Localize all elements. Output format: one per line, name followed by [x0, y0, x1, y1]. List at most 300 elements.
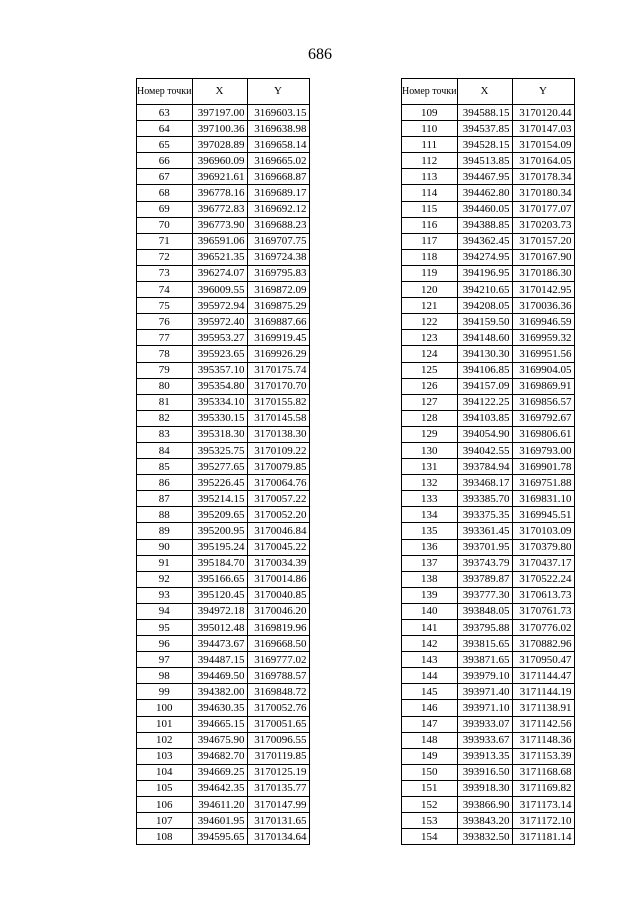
- x-coordinate-cell: 395277.65: [192, 459, 247, 475]
- point-number-cell: 78: [137, 346, 193, 362]
- table-body-left: [137, 105, 310, 845]
- table-row: [402, 249, 575, 265]
- x-coordinate-cell: 393971.40: [457, 684, 512, 700]
- point-number-cell: 151: [402, 780, 458, 796]
- point-number-cell: 153: [402, 813, 458, 829]
- point-number-cell: 125: [402, 362, 458, 378]
- point-number-cell: 73: [137, 265, 193, 281]
- y-coordinate-cell: 3170034.39: [247, 555, 309, 571]
- x-coordinate-cell: 394611.20: [192, 797, 247, 813]
- table-row: [137, 233, 310, 249]
- y-coordinate-cell: 3170057.22: [247, 491, 309, 507]
- point-number-cell: 128: [402, 410, 458, 426]
- y-coordinate-cell: 3169875.29: [247, 298, 309, 314]
- point-number-cell: 74: [137, 282, 193, 298]
- x-coordinate-cell: 394274.95: [457, 249, 512, 265]
- point-number-cell: 85: [137, 459, 193, 475]
- y-coordinate-cell: 3170167.90: [512, 249, 574, 265]
- x-coordinate-cell: 394103.85: [457, 410, 512, 426]
- table-row: [402, 475, 575, 491]
- x-coordinate-cell: 393701.95: [457, 539, 512, 555]
- y-coordinate-cell: 3169959.32: [512, 330, 574, 346]
- y-coordinate-cell: 3171181.14: [512, 829, 574, 845]
- x-coordinate-cell: 396772.83: [192, 201, 247, 217]
- x-coordinate-cell: 394972.18: [192, 603, 247, 619]
- x-coordinate-cell: 393971.10: [457, 700, 512, 716]
- table-row: [402, 169, 575, 185]
- y-coordinate-cell: 3170147.99: [247, 797, 309, 813]
- table-row: [137, 813, 310, 829]
- y-coordinate-cell: 3171172.10: [512, 813, 574, 829]
- x-coordinate-cell: 393375.35: [457, 507, 512, 523]
- point-number-cell: 67: [137, 169, 193, 185]
- table-row: [137, 700, 310, 716]
- point-number-cell: 94: [137, 603, 193, 619]
- y-coordinate-cell: 3171142.56: [512, 716, 574, 732]
- y-coordinate-cell: 3169946.59: [512, 314, 574, 330]
- y-coordinate-cell: 3170109.22: [247, 442, 309, 458]
- point-number-cell: 72: [137, 249, 193, 265]
- table-row: [402, 394, 575, 410]
- x-coordinate-cell: 393468.17: [457, 475, 512, 491]
- y-coordinate-cell: 3170437.17: [512, 555, 574, 571]
- x-coordinate-cell: 394682.70: [192, 748, 247, 764]
- table-row: [137, 121, 310, 137]
- x-coordinate-cell: 396778.16: [192, 185, 247, 201]
- y-coordinate-cell: 3170203.73: [512, 217, 574, 233]
- y-coordinate-cell: 3169806.61: [512, 426, 574, 442]
- y-coordinate-cell: 3169819.96: [247, 620, 309, 636]
- y-coordinate-cell: 3171144.47: [512, 668, 574, 684]
- table-row: [402, 121, 575, 137]
- y-coordinate-cell: 3169795.83: [247, 265, 309, 281]
- table-row: [137, 491, 310, 507]
- x-coordinate-cell: 397028.89: [192, 137, 247, 153]
- table-row: [137, 137, 310, 153]
- table-row: [402, 282, 575, 298]
- point-number-cell: 96: [137, 636, 193, 652]
- y-coordinate-cell: 3170096.55: [247, 732, 309, 748]
- table-row: [402, 636, 575, 652]
- x-coordinate-cell: 394362.45: [457, 233, 512, 249]
- point-number-cell: 93: [137, 587, 193, 603]
- point-number-cell: 99: [137, 684, 193, 700]
- x-coordinate-cell: 395354.80: [192, 378, 247, 394]
- table-row: [137, 555, 310, 571]
- table-row: [137, 105, 310, 121]
- point-number-cell: 152: [402, 797, 458, 813]
- point-number-cell: 142: [402, 636, 458, 652]
- point-number-cell: 83: [137, 426, 193, 442]
- x-coordinate-cell: 395195.24: [192, 539, 247, 555]
- x-coordinate-cell: 393361.45: [457, 523, 512, 539]
- table-row: [402, 684, 575, 700]
- y-coordinate-cell: 3171144.19: [512, 684, 574, 700]
- point-number-cell: 137: [402, 555, 458, 571]
- y-coordinate-cell: 3170131.65: [247, 813, 309, 829]
- y-coordinate-cell: 3171169.82: [512, 780, 574, 796]
- point-number-cell: 147: [402, 716, 458, 732]
- y-coordinate-cell: 3170045.22: [247, 539, 309, 555]
- point-number-cell: 65: [137, 137, 193, 153]
- point-number-cell: 90: [137, 539, 193, 555]
- x-coordinate-cell: 395357.10: [192, 362, 247, 378]
- table-row: [402, 491, 575, 507]
- point-number-cell: 110: [402, 121, 458, 137]
- y-coordinate-cell: 3169751.88: [512, 475, 574, 491]
- y-coordinate-cell: 3169668.87: [247, 169, 309, 185]
- x-coordinate-cell: 395972.40: [192, 314, 247, 330]
- y-coordinate-cell: 3170157.20: [512, 233, 574, 249]
- table-header-row: [402, 79, 575, 105]
- table-row: [137, 442, 310, 458]
- x-coordinate-cell: 396009.55: [192, 282, 247, 298]
- table-row: [402, 185, 575, 201]
- table-row: [402, 571, 575, 587]
- x-coordinate-cell: 393815.65: [457, 636, 512, 652]
- y-coordinate-cell: 3170175.74: [247, 362, 309, 378]
- point-number-cell: 108: [137, 829, 193, 845]
- table-row: [137, 603, 310, 619]
- point-number-cell: 130: [402, 442, 458, 458]
- point-number-cell: 71: [137, 233, 193, 249]
- y-coordinate-cell: 3170155.82: [247, 394, 309, 410]
- y-coordinate-cell: 3169665.02: [247, 153, 309, 169]
- y-coordinate-cell: 3170138.30: [247, 426, 309, 442]
- point-number-cell: 86: [137, 475, 193, 491]
- point-number-cell: 148: [402, 732, 458, 748]
- x-coordinate-cell: 395209.65: [192, 507, 247, 523]
- table-row: [402, 314, 575, 330]
- point-number-cell: 116: [402, 217, 458, 233]
- table-header-row: [137, 79, 310, 105]
- point-number-cell: 127: [402, 394, 458, 410]
- table-row: [402, 603, 575, 619]
- point-number-cell: 129: [402, 426, 458, 442]
- table-row: [402, 507, 575, 523]
- x-coordinate-cell: 396773.90: [192, 217, 247, 233]
- point-number-cell: 103: [137, 748, 193, 764]
- y-coordinate-cell: 3169831.10: [512, 491, 574, 507]
- table-row: [402, 233, 575, 249]
- y-coordinate-cell: 3170051.65: [247, 716, 309, 732]
- point-number-cell: 107: [137, 813, 193, 829]
- x-coordinate-cell: 394130.30: [457, 346, 512, 362]
- table-row: [137, 684, 310, 700]
- y-coordinate-cell: 3169658.14: [247, 137, 309, 153]
- point-number-cell: 111: [402, 137, 458, 153]
- y-coordinate-cell: 3170079.85: [247, 459, 309, 475]
- table-row: [137, 748, 310, 764]
- y-coordinate-cell: 3169777.02: [247, 652, 309, 668]
- table-row: [402, 829, 575, 845]
- point-number-cell: 144: [402, 668, 458, 684]
- x-coordinate-cell: 393979.10: [457, 668, 512, 684]
- y-coordinate-cell: 3170145.58: [247, 410, 309, 426]
- point-number-cell: 123: [402, 330, 458, 346]
- table-row: [402, 298, 575, 314]
- x-coordinate-cell: 395318.30: [192, 426, 247, 442]
- y-coordinate-cell: 3170134.64: [247, 829, 309, 845]
- table-row: [137, 217, 310, 233]
- table-row: [402, 426, 575, 442]
- x-coordinate-cell: 394157.09: [457, 378, 512, 394]
- x-coordinate-cell: 394042.55: [457, 442, 512, 458]
- header-point-number: Номер точки: [137, 79, 193, 105]
- x-coordinate-cell: 394208.05: [457, 298, 512, 314]
- point-number-cell: 82: [137, 410, 193, 426]
- y-coordinate-cell: 3169926.29: [247, 346, 309, 362]
- point-number-cell: 104: [137, 764, 193, 780]
- point-number-cell: 109: [402, 105, 458, 121]
- y-coordinate-cell: 3170882.96: [512, 636, 574, 652]
- table-row: [137, 587, 310, 603]
- point-number-cell: 145: [402, 684, 458, 700]
- y-coordinate-cell: 3169692.12: [247, 201, 309, 217]
- header-x: X: [457, 79, 512, 105]
- y-coordinate-cell: 3170119.85: [247, 748, 309, 764]
- x-coordinate-cell: 395972.94: [192, 298, 247, 314]
- table-row: [402, 668, 575, 684]
- x-coordinate-cell: 393913.35: [457, 748, 512, 764]
- table-row: [137, 797, 310, 813]
- table-row: [137, 249, 310, 265]
- table-row: [402, 539, 575, 555]
- point-number-cell: 154: [402, 829, 458, 845]
- table-row: [137, 330, 310, 346]
- point-number-cell: 84: [137, 442, 193, 458]
- x-coordinate-cell: 393933.67: [457, 732, 512, 748]
- y-coordinate-cell: 3170170.70: [247, 378, 309, 394]
- table-row: [137, 539, 310, 555]
- table-row: [137, 314, 310, 330]
- x-coordinate-cell: 395923.65: [192, 346, 247, 362]
- y-coordinate-cell: 3170177.07: [512, 201, 574, 217]
- point-number-cell: 132: [402, 475, 458, 491]
- table-row: [402, 153, 575, 169]
- y-coordinate-cell: 3170379.80: [512, 539, 574, 555]
- y-coordinate-cell: 3169603.15: [247, 105, 309, 121]
- y-coordinate-cell: 3171168.68: [512, 764, 574, 780]
- y-coordinate-cell: 3170178.34: [512, 169, 574, 185]
- table-row: [402, 105, 575, 121]
- x-coordinate-cell: 394665.15: [192, 716, 247, 732]
- point-number-cell: 88: [137, 507, 193, 523]
- y-coordinate-cell: 3171138.91: [512, 700, 574, 716]
- x-coordinate-cell: 395226.45: [192, 475, 247, 491]
- y-coordinate-cell: 3169788.57: [247, 668, 309, 684]
- point-number-cell: 91: [137, 555, 193, 571]
- table-row: [137, 298, 310, 314]
- x-coordinate-cell: 394473.67: [192, 636, 247, 652]
- table-row: [137, 620, 310, 636]
- x-coordinate-cell: 394675.90: [192, 732, 247, 748]
- y-coordinate-cell: 3170103.09: [512, 523, 574, 539]
- table-row: [402, 217, 575, 233]
- y-coordinate-cell: 3169848.72: [247, 684, 309, 700]
- point-number-cell: 100: [137, 700, 193, 716]
- x-coordinate-cell: 393385.70: [457, 491, 512, 507]
- table-row: [137, 475, 310, 491]
- x-coordinate-cell: 395334.10: [192, 394, 247, 410]
- x-coordinate-cell: 394054.90: [457, 426, 512, 442]
- y-coordinate-cell: 3170147.03: [512, 121, 574, 137]
- table-row: [402, 523, 575, 539]
- x-coordinate-cell: 394148.60: [457, 330, 512, 346]
- table-row: [137, 764, 310, 780]
- x-coordinate-cell: 397197.00: [192, 105, 247, 121]
- x-coordinate-cell: 396521.35: [192, 249, 247, 265]
- table-row: [137, 346, 310, 362]
- x-coordinate-cell: 393743.79: [457, 555, 512, 571]
- table-row: [137, 636, 310, 652]
- y-coordinate-cell: 3170950.47: [512, 652, 574, 668]
- y-coordinate-cell: 3171153.39: [512, 748, 574, 764]
- table-row: [402, 764, 575, 780]
- table-row: [402, 330, 575, 346]
- x-coordinate-cell: 394528.15: [457, 137, 512, 153]
- x-coordinate-cell: 393832.50: [457, 829, 512, 845]
- table-row: [402, 620, 575, 636]
- x-coordinate-cell: 397100.36: [192, 121, 247, 137]
- point-number-cell: 63: [137, 105, 193, 121]
- point-number-cell: 118: [402, 249, 458, 265]
- x-coordinate-cell: 394630.35: [192, 700, 247, 716]
- x-coordinate-cell: 394513.85: [457, 153, 512, 169]
- y-coordinate-cell: 3170142.95: [512, 282, 574, 298]
- page-number: 686: [308, 46, 332, 63]
- point-number-cell: 89: [137, 523, 193, 539]
- point-number-cell: 139: [402, 587, 458, 603]
- point-number-cell: 97: [137, 652, 193, 668]
- y-coordinate-cell: 3169638.98: [247, 121, 309, 137]
- point-number-cell: 92: [137, 571, 193, 587]
- x-coordinate-cell: 393866.90: [457, 797, 512, 813]
- y-coordinate-cell: 3169792.67: [512, 410, 574, 426]
- table-row: [137, 716, 310, 732]
- point-number-cell: 68: [137, 185, 193, 201]
- x-coordinate-cell: 394467.95: [457, 169, 512, 185]
- x-coordinate-cell: 394537.85: [457, 121, 512, 137]
- table-row: [137, 410, 310, 426]
- x-coordinate-cell: 395200.95: [192, 523, 247, 539]
- y-coordinate-cell: 3170052.20: [247, 507, 309, 523]
- y-coordinate-cell: 3169688.23: [247, 217, 309, 233]
- x-coordinate-cell: 395166.65: [192, 571, 247, 587]
- point-number-cell: 150: [402, 764, 458, 780]
- point-number-cell: 121: [402, 298, 458, 314]
- table-row: [402, 346, 575, 362]
- point-number-cell: 113: [402, 169, 458, 185]
- point-number-cell: 131: [402, 459, 458, 475]
- point-number-cell: 136: [402, 539, 458, 555]
- x-coordinate-cell: 394122.25: [457, 394, 512, 410]
- point-number-cell: 81: [137, 394, 193, 410]
- y-coordinate-cell: 3170180.34: [512, 185, 574, 201]
- point-number-cell: 120: [402, 282, 458, 298]
- table-row: [402, 265, 575, 281]
- x-coordinate-cell: 394595.65: [192, 829, 247, 845]
- x-coordinate-cell: 393843.20: [457, 813, 512, 829]
- table-body-right: [402, 105, 575, 845]
- x-coordinate-cell: 396591.06: [192, 233, 247, 249]
- table-row: [137, 780, 310, 796]
- x-coordinate-cell: 394588.15: [457, 105, 512, 121]
- point-number-cell: 117: [402, 233, 458, 249]
- point-number-cell: 80: [137, 378, 193, 394]
- y-coordinate-cell: 3169901.78: [512, 459, 574, 475]
- x-coordinate-cell: 395330.15: [192, 410, 247, 426]
- table-row: [137, 829, 310, 845]
- point-number-cell: 66: [137, 153, 193, 169]
- point-number-cell: 134: [402, 507, 458, 523]
- x-coordinate-cell: 394106.85: [457, 362, 512, 378]
- table-row: [137, 732, 310, 748]
- table-row: [137, 282, 310, 298]
- point-number-cell: 102: [137, 732, 193, 748]
- y-coordinate-cell: 3170052.76: [247, 700, 309, 716]
- y-coordinate-cell: 3170522.24: [512, 571, 574, 587]
- x-coordinate-cell: 395325.75: [192, 442, 247, 458]
- point-number-cell: 70: [137, 217, 193, 233]
- x-coordinate-cell: 393871.65: [457, 652, 512, 668]
- table-row: [402, 137, 575, 153]
- x-coordinate-cell: 393918.30: [457, 780, 512, 796]
- point-number-cell: 126: [402, 378, 458, 394]
- x-coordinate-cell: 393795.88: [457, 620, 512, 636]
- y-coordinate-cell: 3169793.00: [512, 442, 574, 458]
- x-coordinate-cell: 396274.07: [192, 265, 247, 281]
- point-number-cell: 146: [402, 700, 458, 716]
- x-coordinate-cell: 393784.94: [457, 459, 512, 475]
- x-coordinate-cell: 394669.25: [192, 764, 247, 780]
- table-row: [402, 716, 575, 732]
- table-row: [137, 265, 310, 281]
- point-number-cell: 106: [137, 797, 193, 813]
- y-coordinate-cell: 3170040.85: [247, 587, 309, 603]
- y-coordinate-cell: 3170014.86: [247, 571, 309, 587]
- y-coordinate-cell: 3171173.14: [512, 797, 574, 813]
- x-coordinate-cell: 393777.30: [457, 587, 512, 603]
- point-number-cell: 95: [137, 620, 193, 636]
- point-number-cell: 149: [402, 748, 458, 764]
- point-number-cell: 138: [402, 571, 458, 587]
- y-coordinate-cell: 3169668.50: [247, 636, 309, 652]
- table-row: [137, 378, 310, 394]
- table-row: [402, 410, 575, 426]
- point-number-cell: 141: [402, 620, 458, 636]
- table-row: [402, 797, 575, 813]
- x-coordinate-cell: 394460.05: [457, 201, 512, 217]
- x-coordinate-cell: 396960.09: [192, 153, 247, 169]
- x-coordinate-cell: 394601.95: [192, 813, 247, 829]
- table-row: [137, 169, 310, 185]
- point-number-cell: 135: [402, 523, 458, 539]
- point-number-cell: 124: [402, 346, 458, 362]
- table-row: [402, 748, 575, 764]
- y-coordinate-cell: 3169872.09: [247, 282, 309, 298]
- table-row: [402, 378, 575, 394]
- y-coordinate-cell: 3169887.66: [247, 314, 309, 330]
- x-coordinate-cell: 394210.65: [457, 282, 512, 298]
- y-coordinate-cell: 3170186.30: [512, 265, 574, 281]
- y-coordinate-cell: 3170046.20: [247, 603, 309, 619]
- x-coordinate-cell: 393916.50: [457, 764, 512, 780]
- table-row: [137, 185, 310, 201]
- table-row: [137, 362, 310, 378]
- table-row: [402, 587, 575, 603]
- y-coordinate-cell: 3170154.09: [512, 137, 574, 153]
